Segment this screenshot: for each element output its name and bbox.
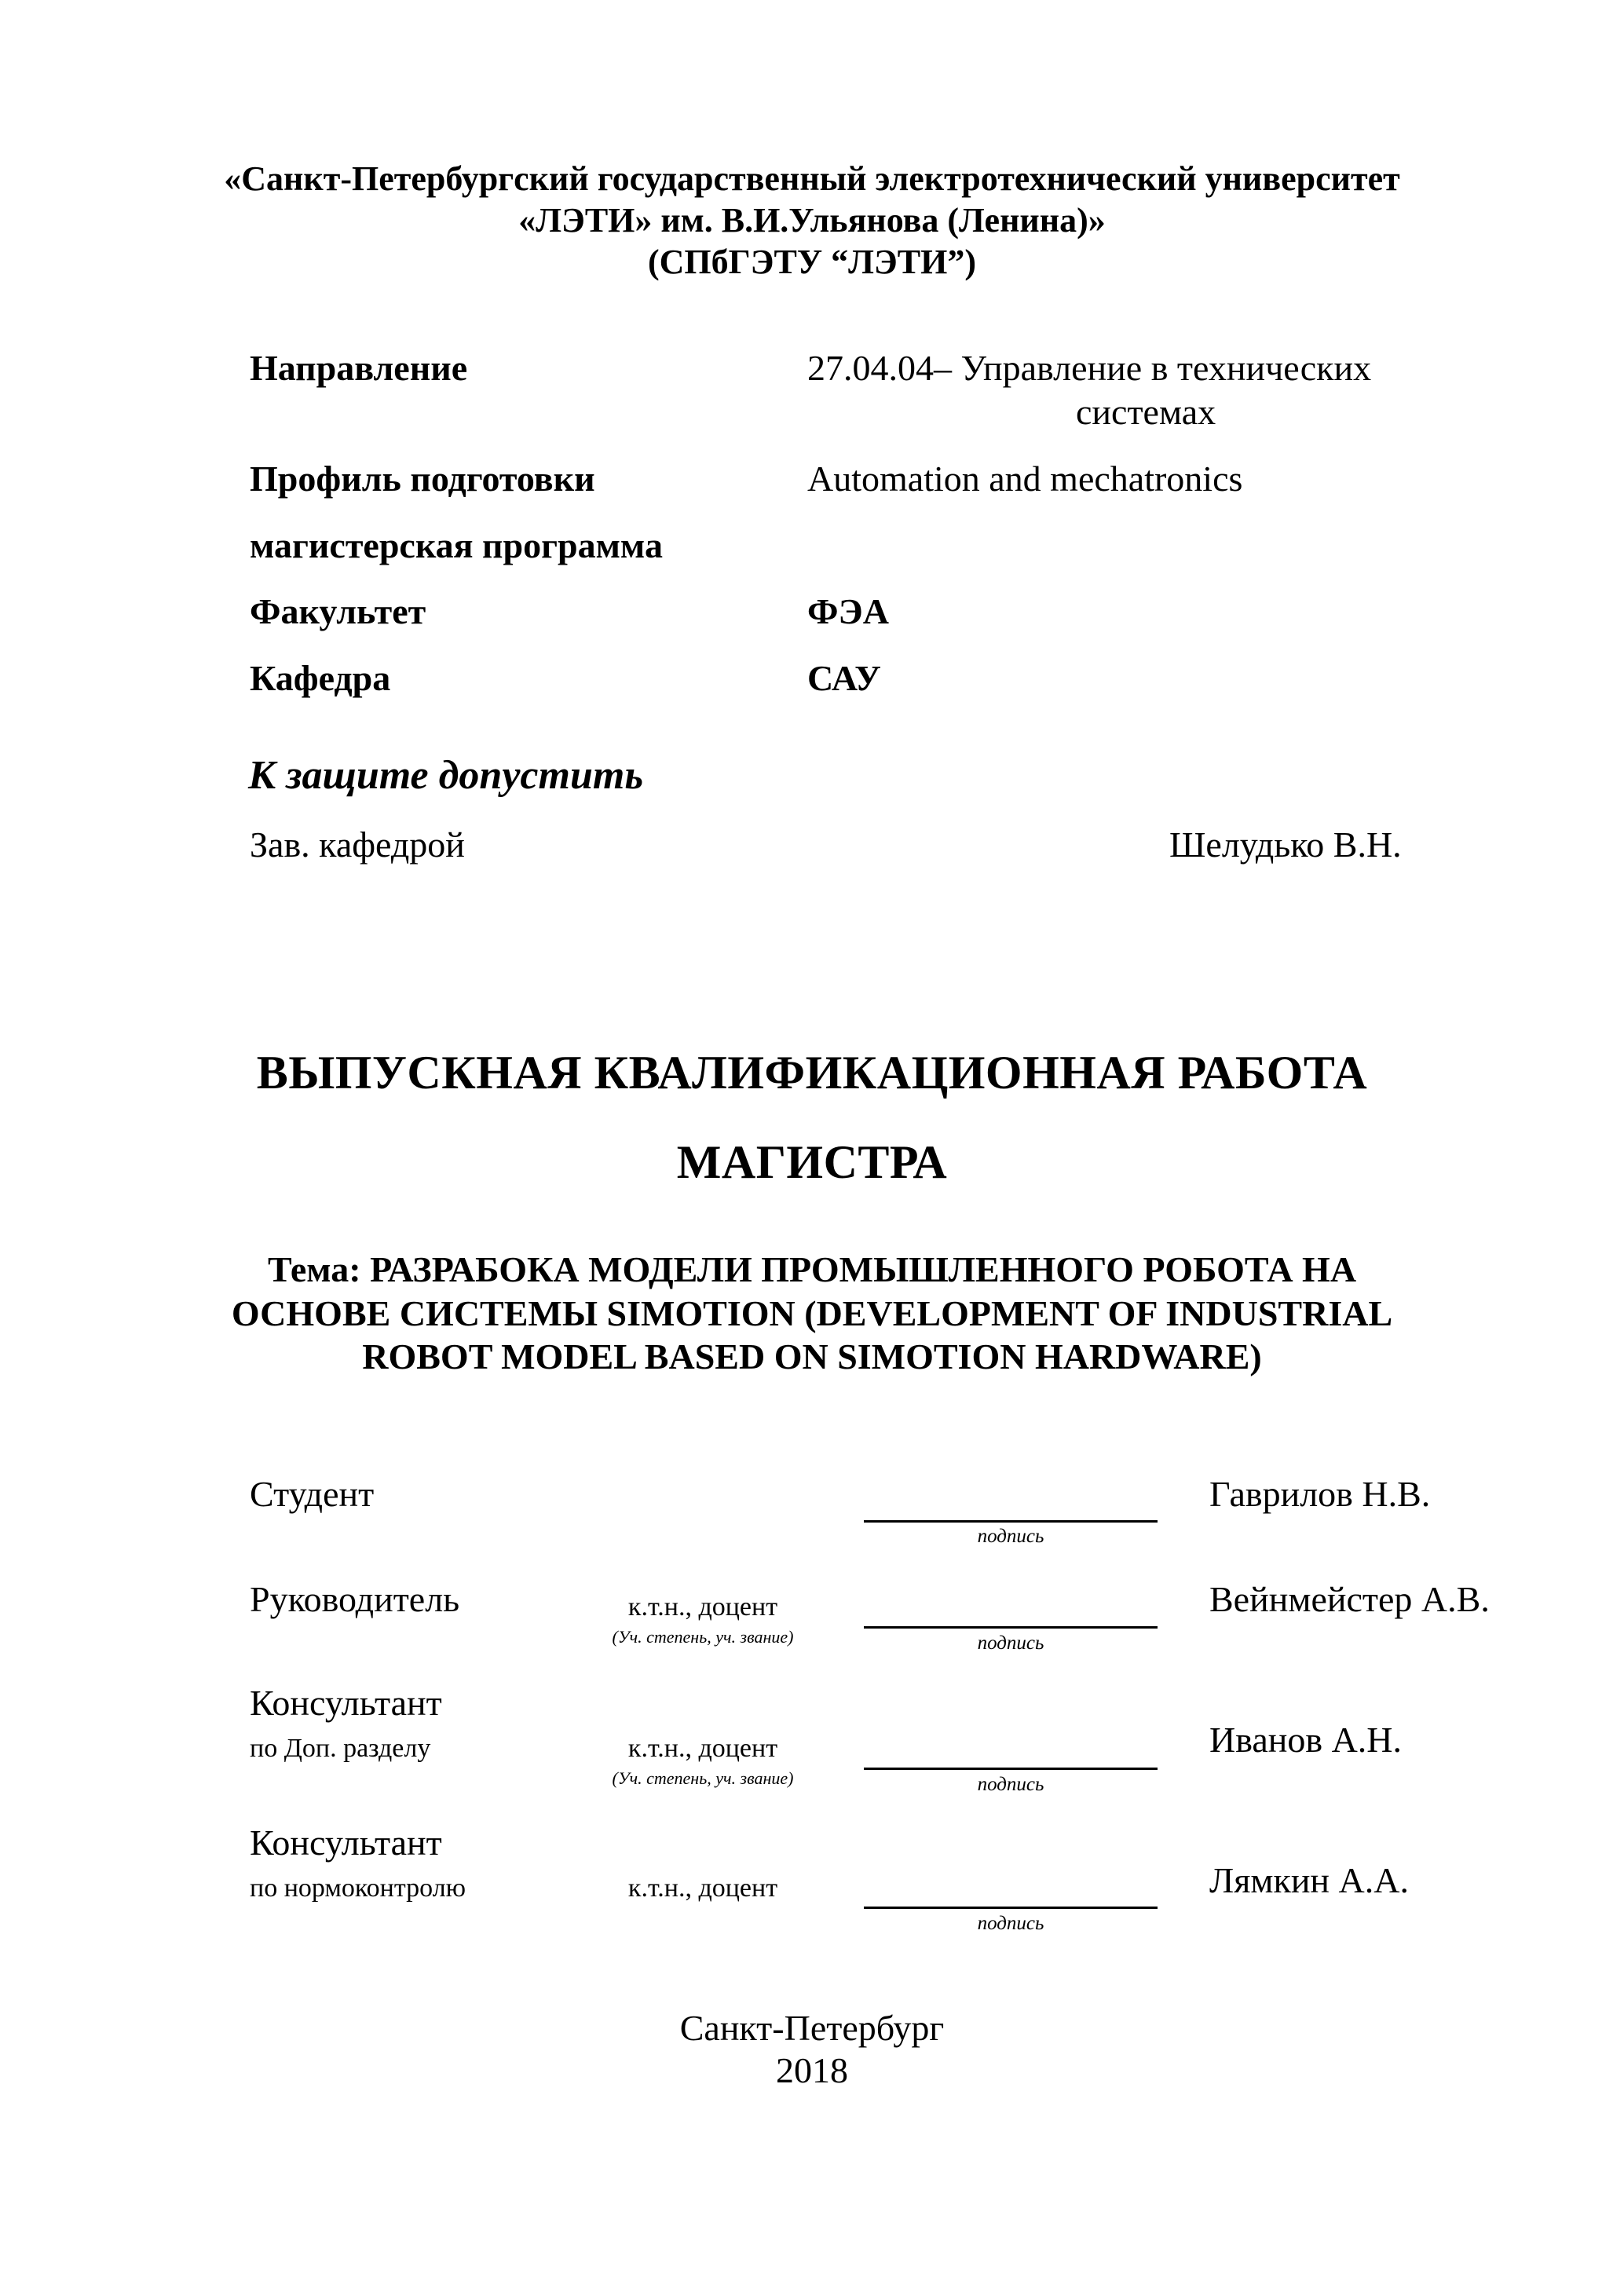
signature-role-consultant: Консультант <box>250 1683 442 1723</box>
footer-city: Санкт-Петербург <box>679 2008 945 2048</box>
signature-caption: подпись <box>977 1632 1044 1654</box>
signature-role-student: Студент <box>250 1474 375 1514</box>
normcontrol-degree: к.т.н., доцент <box>627 1874 778 1903</box>
faculty-label: Факультет <box>250 591 426 631</box>
supervisor-degree: к.т.н., доцент <box>627 1592 778 1621</box>
signature-name-normcontrol: Лямкин А.А. <box>1209 1860 1409 1900</box>
signature-line-supervisor[interactable] <box>864 1626 1158 1629</box>
document-title-line-1: ВЫПУСКНАЯ КВАЛИФИКАЦИОННАЯ РАБОТА <box>256 1047 1368 1099</box>
consultant-degree-hint: (Уч. степень, уч. звание) <box>612 1768 794 1788</box>
consultant-scope: по Доп. разделу <box>250 1734 431 1763</box>
program-label: магистерская программа <box>250 525 663 565</box>
approval-name: Шелудько В.Н. <box>1169 824 1402 865</box>
university-abbreviation: (СПбГЭТУ “ЛЭТИ”) <box>648 243 976 281</box>
signature-caption: подпись <box>977 1526 1044 1547</box>
signature-role-supervisor: Руководитель <box>250 1579 460 1619</box>
consultant-degree: к.т.н., доцент <box>627 1734 778 1763</box>
direction-value: 27.04.04– Управление в технических <box>807 348 1372 388</box>
topic-line-3: ROBOT MODEL BASED ON SIMOTION HARDWARE) <box>362 1336 1262 1377</box>
faculty-value: ФЭА <box>807 591 889 631</box>
topic-line-2: ОСНОВЕ СИСТЕМЫ SIMOTION (DEVELOPMENT OF INDUSTRIAL <box>231 1293 1393 1333</box>
department-label: Кафедра <box>250 658 391 698</box>
university-name-line-1: «Санкт-Петербургский государственный электротехнический университет <box>224 159 1400 198</box>
supervisor-degree-hint: (Уч. степень, уч. звание) <box>612 1627 794 1647</box>
profile-label: Профиль подготовки <box>250 459 595 499</box>
signature-caption: подпись <box>977 1774 1044 1795</box>
signature-caption: подпись <box>977 1913 1044 1934</box>
footer-year: 2018 <box>776 2050 848 2090</box>
normcontrol-scope: по нормоконтролю <box>250 1874 466 1903</box>
direction-value-cont: системах <box>1076 392 1216 432</box>
approval-heading: К защите допустить <box>248 753 644 798</box>
signature-role-normcontrol: Консультант <box>250 1823 442 1863</box>
signature-name-student: Гаврилов Н.В. <box>1209 1474 1431 1514</box>
approval-role: Зав. кафедрой <box>250 824 465 865</box>
profile-value: Automation and mechatronics <box>807 459 1243 499</box>
department-value: САУ <box>807 658 881 698</box>
signature-name-consultant: Иванов А.Н. <box>1209 1720 1403 1760</box>
signature-line-consultant[interactable] <box>864 1768 1158 1770</box>
signature-line-student[interactable] <box>864 1520 1158 1523</box>
signature-line-normcontrol[interactable] <box>864 1907 1158 1909</box>
direction-label: Направление <box>250 348 468 388</box>
document-title-line-2: МАГИСТРА <box>676 1136 948 1188</box>
signature-name-supervisor: Вейнмейстер А.В. <box>1209 1579 1490 1619</box>
university-name-line-2: «ЛЭТИ» им. В.И.Ульянова (Ленина)» <box>518 201 1106 239</box>
topic-line-1: Тема: РАЗРАБОКА МОДЕЛИ ПРОМЫШЛЕННОГО РОБОТА НА <box>267 1249 1357 1289</box>
